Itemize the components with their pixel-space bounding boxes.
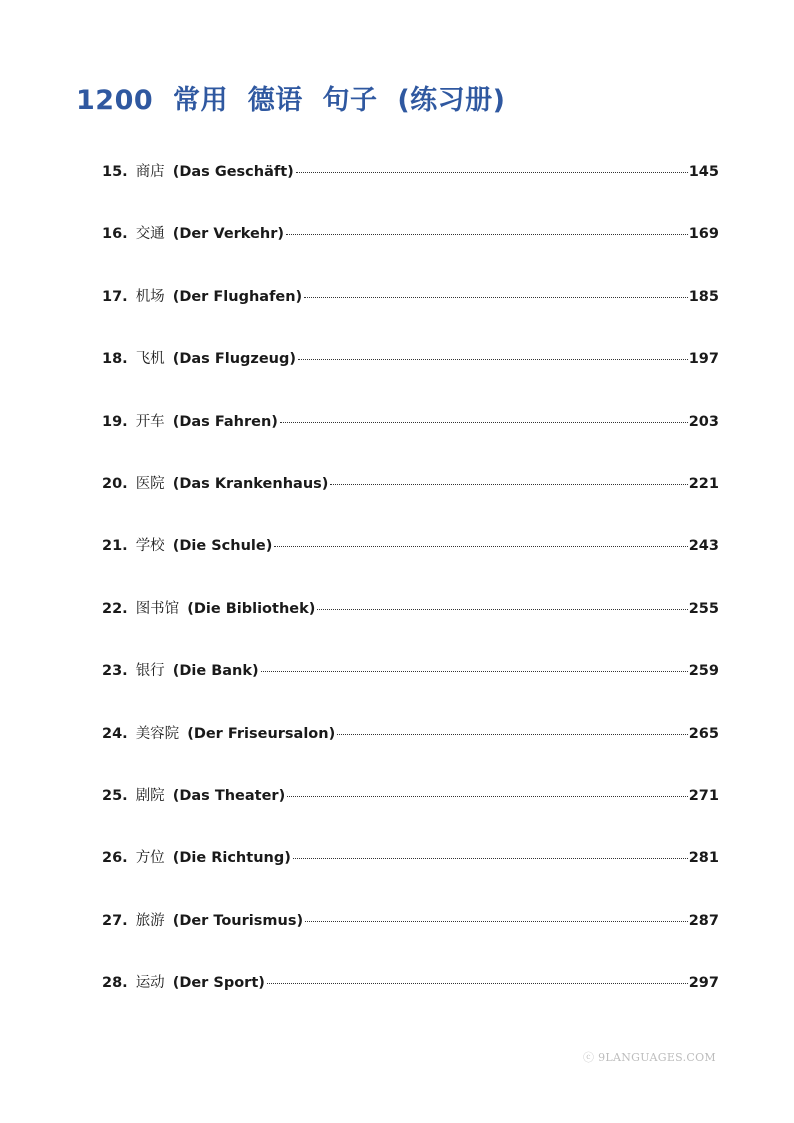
toc-entry-number: 28. (102, 975, 128, 992)
toc-dot-leader (305, 920, 688, 922)
toc-entry-german-title: (Das Theater) (172, 787, 286, 804)
toc-dot-leader (261, 670, 688, 672)
toc-entry-page-number: 255 (688, 600, 719, 617)
toc-entry-number: 27. (102, 912, 128, 929)
toc-entry[interactable] (102, 784, 719, 808)
toc-entry[interactable] (102, 472, 719, 496)
toc-entry-german-title: (Der Verkehr) (172, 226, 284, 243)
toc-entry-number: 16. (102, 226, 128, 243)
toc-entry-german-title: (Das Flugzeug) (172, 351, 296, 368)
toc-entry-chinese-title: 运动 (135, 975, 165, 992)
toc-entry-page-number: 287 (688, 912, 719, 929)
toc-entry-german-title: (Der Sport) (172, 975, 265, 992)
toc-entry-number: 23. (102, 663, 128, 680)
toc-entry-number: 22. (102, 600, 128, 617)
toc-entry-page-number: 271 (688, 787, 719, 804)
toc-dot-leader (337, 733, 688, 735)
toc-entry-number: 21. (102, 538, 128, 555)
toc-entry-german-title: (Der Friseursalon) (187, 725, 336, 742)
toc-entry[interactable] (102, 410, 719, 434)
toc-entry[interactable] (102, 846, 719, 870)
copyright-watermark: ⓒ 9LANGUAGES.COM (583, 1051, 716, 1064)
toc-dot-leader (286, 233, 688, 235)
toc-entry-page-number: 243 (688, 538, 719, 555)
toc-dot-leader (330, 483, 687, 485)
toc-entry-german-title: (Der Flughafen) (172, 288, 303, 305)
toc-entry-page-number: 221 (688, 475, 719, 492)
toc-entry-number: 17. (102, 288, 128, 305)
toc-entry-chinese-title: 银行 (135, 663, 165, 680)
toc-entry-chinese-title: 飞机 (135, 351, 165, 368)
toc-entry-number: 19. (102, 413, 128, 430)
toc-entry-number: 18. (102, 351, 128, 368)
toc-dot-leader (287, 795, 688, 797)
toc-entry-german-title: (Das Fahren) (172, 413, 278, 430)
toc-entry[interactable] (102, 909, 719, 933)
toc-entry-page-number: 169 (688, 226, 719, 243)
toc-entry[interactable] (102, 285, 719, 309)
toc-entry-german-title: (Die Richtung) (172, 850, 291, 867)
toc-entry-german-title: (Das Geschäft) (172, 164, 294, 180)
toc-entry-page-number: 259 (688, 663, 719, 680)
toc-entry-german-title: (Die Bank) (172, 663, 259, 680)
toc-dot-leader (274, 545, 687, 547)
toc-entry[interactable] (102, 659, 719, 683)
toc-entry-page-number: 185 (688, 288, 719, 305)
toc-dot-leader (304, 296, 688, 298)
toc-entry-chinese-title: 方位 (135, 850, 165, 867)
table-of-contents (102, 160, 719, 1033)
toc-entry-chinese-title: 医院 (135, 475, 165, 492)
toc-entry-chinese-title: 美容院 (135, 725, 180, 742)
toc-entry-page-number: 197 (688, 351, 719, 368)
toc-entry-number: 24. (102, 725, 128, 742)
toc-entry-page-number: 281 (688, 850, 719, 867)
toc-dot-leader (280, 421, 688, 423)
toc-entry[interactable] (102, 222, 719, 246)
toc-entry-page-number: 145 (688, 164, 719, 180)
toc-entry-german-title: (Die Bibliothek) (187, 600, 316, 617)
toc-dot-leader (296, 171, 688, 173)
toc-entry-chinese-title: 旅游 (135, 912, 165, 929)
toc-entry-number: 15. (102, 164, 128, 180)
toc-entry-chinese-title: 交通 (135, 226, 165, 243)
toc-entry-page-number: 203 (688, 413, 719, 430)
toc-entry[interactable] (102, 971, 719, 995)
toc-entry[interactable] (102, 722, 719, 746)
toc-entry-page-number: 265 (688, 725, 719, 742)
toc-entry-chinese-title: 机场 (135, 288, 165, 305)
toc-entry[interactable] (102, 534, 719, 558)
toc-entry-chinese-title: 学校 (135, 538, 165, 555)
toc-entry-chinese-title: 商店 (135, 164, 165, 180)
toc-entry-german-title: (Die Schule) (172, 538, 273, 555)
toc-entry-german-title: (Das Krankenhaus) (172, 475, 329, 492)
toc-entry-chinese-title: 开车 (135, 413, 165, 430)
toc-entry-chinese-title: 图书馆 (135, 600, 180, 617)
toc-dot-leader (267, 982, 688, 984)
toc-entry-page-number: 297 (688, 975, 719, 992)
toc-dot-leader (317, 608, 687, 610)
toc-entry-chinese-title: 剧院 (135, 787, 165, 804)
page-title: 1200 常用 德语 句子 (练习册) (76, 85, 506, 116)
toc-entry[interactable] (102, 160, 719, 184)
toc-dot-leader (293, 857, 688, 859)
toc-entry[interactable] (102, 597, 719, 621)
toc-entry-german-title: (Der Tourismus) (172, 912, 304, 929)
toc-dot-leader (298, 358, 688, 360)
toc-entry-number: 25. (102, 787, 128, 804)
toc-entry-number: 20. (102, 475, 128, 492)
toc-entry[interactable] (102, 347, 719, 371)
toc-entry-number: 26. (102, 850, 128, 867)
